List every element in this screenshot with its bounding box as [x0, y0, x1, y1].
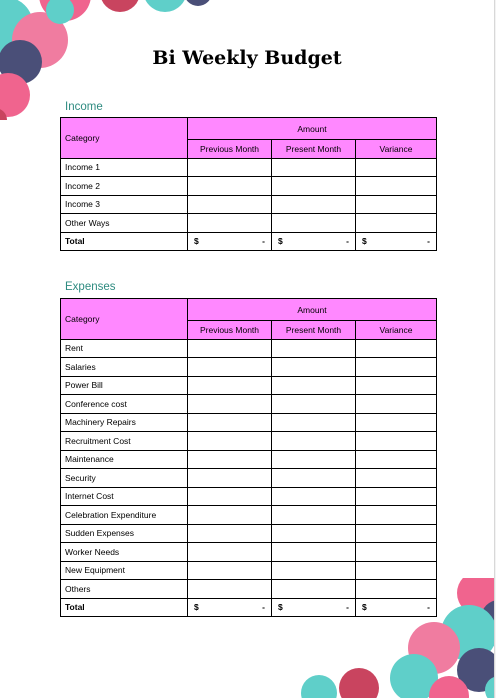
income-cell[interactable]: [356, 214, 437, 233]
expenses-amount-header: Amount: [188, 299, 437, 321]
income-total-variance: [356, 232, 437, 251]
expense-cell[interactable]: [356, 506, 437, 525]
expense-cell[interactable]: [272, 450, 356, 469]
income-table: [60, 117, 437, 251]
expense-cell[interactable]: [356, 432, 437, 451]
expenses-total-present: [272, 598, 356, 617]
income-total-label: Total: [61, 232, 188, 251]
income-cell[interactable]: [356, 177, 437, 196]
currency-symbol: $: [278, 602, 283, 613]
expense-row-label: Machinery Repairs: [61, 413, 188, 432]
table-row: [61, 339, 437, 358]
page-title: Bi Weekly Budget: [152, 47, 342, 69]
expense-cell[interactable]: [272, 432, 356, 451]
income-row-label: Income 3: [61, 195, 188, 214]
currency-symbol: $: [362, 236, 367, 247]
expenses-total-variance: [356, 598, 437, 617]
expense-cell[interactable]: [188, 580, 272, 599]
expense-cell[interactable]: [356, 376, 437, 395]
expense-cell[interactable]: [356, 524, 437, 543]
expense-cell[interactable]: [272, 506, 356, 525]
table-row: [61, 214, 437, 233]
total-value: -: [346, 602, 349, 613]
expense-cell[interactable]: [272, 395, 356, 414]
expense-cell[interactable]: [188, 561, 272, 580]
expense-cell[interactable]: [356, 561, 437, 580]
total-value: -: [262, 236, 265, 247]
expense-row-label: Worker Needs: [61, 543, 188, 562]
expense-cell[interactable]: [356, 543, 437, 562]
income-amount-header: Amount: [188, 118, 437, 140]
expense-cell[interactable]: [272, 358, 356, 377]
income-cell[interactable]: [272, 214, 356, 233]
income-heading: Income: [65, 101, 103, 113]
expense-cell[interactable]: [356, 395, 437, 414]
expense-cell[interactable]: [188, 358, 272, 377]
expense-cell[interactable]: [356, 413, 437, 432]
expense-cell[interactable]: [188, 432, 272, 451]
table-row: [61, 158, 437, 177]
expenses-col-previous-month: Previous Month: [188, 321, 272, 340]
expense-cell[interactable]: [356, 580, 437, 599]
table-row: [61, 395, 437, 414]
expense-cell[interactable]: [272, 469, 356, 488]
expense-cell[interactable]: [188, 450, 272, 469]
expense-cell[interactable]: [188, 395, 272, 414]
table-row: [61, 177, 437, 196]
income-total-previous: [188, 232, 272, 251]
income-total-present: [272, 232, 356, 251]
expense-cell[interactable]: [188, 339, 272, 358]
table-row: [61, 543, 437, 562]
expense-row-label: Celebration Expenditure: [61, 506, 188, 525]
expense-row-label: Power Bill: [61, 376, 188, 395]
income-category-header: Category: [61, 118, 188, 159]
currency-symbol: $: [194, 602, 199, 613]
expense-row-label: Sudden Expenses: [61, 524, 188, 543]
expense-row-label: Maintenance: [61, 450, 188, 469]
total-value: -: [427, 236, 430, 247]
expense-row-label: Internet Cost: [61, 487, 188, 506]
table-row: [61, 432, 437, 451]
expense-cell[interactable]: [272, 524, 356, 543]
total-value: -: [262, 602, 265, 613]
expenses-col-present-month: Present Month: [272, 321, 356, 340]
expense-cell[interactable]: [188, 543, 272, 562]
table-row: [61, 413, 437, 432]
expenses-category-header: Category: [61, 299, 188, 340]
table-row: [61, 580, 437, 599]
table-row: [61, 358, 437, 377]
expense-cell[interactable]: [188, 469, 272, 488]
income-cell[interactable]: [356, 158, 437, 177]
table-row: [61, 450, 437, 469]
table-row: [61, 506, 437, 525]
expense-cell[interactable]: [356, 469, 437, 488]
expense-cell[interactable]: [272, 543, 356, 562]
income-cell[interactable]: [188, 214, 272, 233]
income-cell[interactable]: [188, 177, 272, 196]
expense-row-label: Security: [61, 469, 188, 488]
income-cell[interactable]: [272, 195, 356, 214]
expense-cell[interactable]: [356, 487, 437, 506]
currency-symbol: $: [362, 602, 367, 613]
expense-cell[interactable]: [188, 487, 272, 506]
income-row-label: Income 1: [61, 158, 188, 177]
expenses-col-variance: Variance: [356, 321, 437, 340]
expense-cell[interactable]: [188, 506, 272, 525]
expense-cell[interactable]: [188, 524, 272, 543]
expenses-total-previous: [188, 598, 272, 617]
income-col-variance: Variance: [356, 140, 437, 159]
expenses-heading: Expenses: [65, 281, 116, 293]
expense-cell[interactable]: [272, 487, 356, 506]
income-cell[interactable]: [188, 158, 272, 177]
currency-symbol: $: [278, 236, 283, 247]
expense-row-label: Recruitment Cost: [61, 432, 188, 451]
income-cell[interactable]: [272, 158, 356, 177]
expense-cell[interactable]: [188, 413, 272, 432]
expense-cell[interactable]: [356, 450, 437, 469]
table-row: [61, 487, 437, 506]
expense-cell[interactable]: [272, 413, 356, 432]
expense-row-label: Conference cost: [61, 395, 188, 414]
expense-row-label: Others: [61, 580, 188, 599]
income-cell[interactable]: [272, 177, 356, 196]
income-total-row: [61, 232, 437, 251]
expense-row-label: Rent: [61, 339, 188, 358]
table-row: [61, 195, 437, 214]
income-col-present-month: Present Month: [272, 140, 356, 159]
expenses-table: [60, 298, 437, 617]
income-row-label: Income 2: [61, 177, 188, 196]
expense-cell[interactable]: [272, 339, 356, 358]
expenses-total-label: Total: [61, 598, 188, 617]
income-row-label: Other Ways: [61, 214, 188, 233]
expense-cell[interactable]: [272, 580, 356, 599]
income-col-previous-month: Previous Month: [188, 140, 272, 159]
expense-cell[interactable]: [272, 561, 356, 580]
expense-cell[interactable]: [272, 376, 356, 395]
expense-cell[interactable]: [356, 358, 437, 377]
table-row: [61, 561, 437, 580]
table-row: [61, 376, 437, 395]
expense-row-label: New Equipment: [61, 561, 188, 580]
expenses-total-row: [61, 598, 437, 617]
expense-cell[interactable]: [356, 339, 437, 358]
table-row: [61, 524, 437, 543]
income-cell[interactable]: [356, 195, 437, 214]
total-value: -: [346, 236, 349, 247]
expense-row-label: Salaries: [61, 358, 188, 377]
income-cell[interactable]: [188, 195, 272, 214]
table-row: [61, 469, 437, 488]
expense-cell[interactable]: [188, 376, 272, 395]
total-value: -: [427, 602, 430, 613]
currency-symbol: $: [194, 236, 199, 247]
